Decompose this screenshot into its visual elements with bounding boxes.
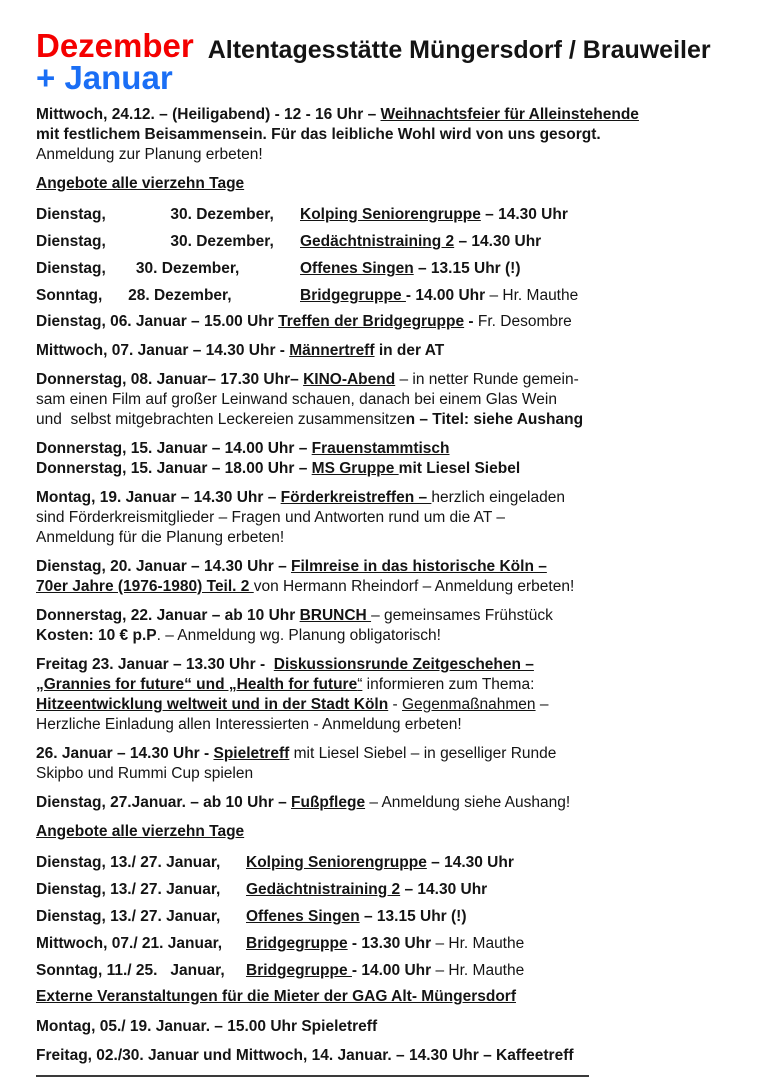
text-run: - [388, 696, 402, 713]
text-run: – 13.15 Uhr (!) [359, 908, 467, 925]
text-run: 26. Januar – 14.30 Uhr - [36, 745, 214, 762]
text-run: Kolping Seniorengruppe [246, 854, 427, 871]
schedule-row [36, 285, 735, 306]
biweekly-schedule-december [36, 204, 735, 306]
text-run: – 14.30 Uhr [454, 233, 542, 250]
event-brunch [36, 606, 735, 646]
schedule-row-date: Dienstag, 30. Dezember, [36, 260, 240, 277]
text-run: Herzliche Einladung allen Interessierten - Anmeldung erbeten! [36, 716, 462, 733]
text-run: und selbst mitgebrachten Leckereien zusammensitze [36, 411, 406, 428]
text-run: – in netter Runde gemein- [395, 371, 579, 388]
text-run: Skipbo und Rummi Cup spielen [36, 765, 254, 782]
schedule-row-activity [246, 852, 514, 873]
text-run: sind Förderkreismitglieder – Fragen und Antworten rund um die AT – [36, 509, 505, 526]
event-spieletreff [36, 744, 735, 784]
schedule-row [36, 933, 735, 954]
schedule-row [36, 879, 735, 900]
text-run: herzlich eingeladen [431, 489, 565, 506]
text-run: Frauenstammtisch [311, 440, 450, 457]
schedule-row-activity [300, 258, 521, 279]
schedule-row-date: Sonntag, 28. Dezember, [36, 287, 232, 304]
event-fusspflege [36, 793, 735, 813]
text-run: Gegenmaßnahmen [402, 696, 536, 713]
event-foerderkreistreffen [36, 488, 735, 548]
schedule-row-activity [246, 933, 524, 954]
text-run: Freitag 23. Januar – 13.30 Uhr - [36, 656, 274, 673]
text-run: – 14.30 Uhr [480, 206, 568, 223]
text-run: „Grannies for future“ und „Health for future [36, 676, 358, 693]
schedule-row [36, 204, 735, 225]
text-run: - 14.00 Uhr [351, 962, 432, 979]
text-run: Bridgegruppe [246, 935, 348, 952]
text-run: sam einen Film auf großer Leinwand schauen, danach bei einem Glas Wein [36, 391, 557, 408]
text-run: – 13.15 Uhr (!) [413, 260, 521, 277]
text-run: . – Anmeldung wg. Planung obligatorisch! [156, 627, 441, 644]
text-run: – gemeinsames Frühstück [371, 607, 553, 624]
event-spieletreff-extern [36, 1017, 735, 1037]
text-run: Gedächtnistraining 2 [246, 881, 401, 898]
text-run: BRUNCH [299, 607, 372, 624]
biweekly-heading-december: Angebote alle vierzehn Tage [36, 175, 245, 192]
text-run: Förderkreistreffen – [280, 489, 432, 506]
text-run: Weihnachtsfeier für Alleinstehende [380, 106, 639, 123]
text-run: – 14.30 Uhr [426, 854, 514, 871]
page-title: Altentagesstätte Müngersdorf / Brauweiler [207, 36, 711, 64]
text-run: in der AT [374, 342, 445, 359]
schedule-row-date: Dienstag, 30. Dezember, [36, 206, 274, 223]
text-run: – Hr. Mauthe [431, 935, 525, 952]
biweekly-schedule-january [36, 852, 735, 981]
text-run: 70er Jahre (1976-1980) Teil. 2 [36, 578, 254, 595]
text-run: Offenes Singen [300, 260, 414, 277]
text-run: Montag, 05./ 19. Januar. – 15.00 Uhr Spieletreff [36, 1018, 378, 1035]
text-run: Mittwoch, 24.12. – (Heiligabend) - 12 - 16 Uhr – [36, 106, 381, 123]
text-run: n – Titel: siehe Aushang [405, 411, 584, 428]
external-events-heading: Externe Veranstaltungen für die Mieter der GAG Alt- Müngersdorf [36, 988, 517, 1005]
text-run: Anmeldung für die Planung erbeten! [36, 529, 285, 546]
schedule-row [36, 960, 735, 981]
text-run: Diskussionsrunde Zeitgeschehen – [273, 656, 534, 673]
event-kaffeetreff [36, 1046, 735, 1066]
schedule-row-date: Dienstag, 30. Dezember, [36, 233, 274, 250]
text-run: MS Gruppe [311, 460, 399, 477]
text-run: – 14.30 Uhr [400, 881, 488, 898]
text-run: Kolping Seniorengruppe [300, 206, 481, 223]
text-run: Donnerstag, 08. Januar– 17.30 Uhr– [36, 371, 304, 388]
text-run: mit Liesel Siebel – in geselliger Runde [289, 745, 557, 762]
text-run: Dienstag, 06. Januar – 15.00 Uhr [36, 313, 279, 330]
schedule-row [36, 231, 735, 252]
schedule-row-activity [246, 960, 524, 981]
text-run: Fußpflege [291, 794, 366, 811]
text-run: Hitzeentwicklung weltweit und in der Stadt Köln [36, 696, 389, 713]
text-run: Treffen der Bridgegruppe [278, 313, 465, 330]
event-filmreise [36, 557, 735, 597]
text-run: - [464, 313, 478, 330]
text-run: – Anmeldung siehe Aushang! [365, 794, 571, 811]
text-run: Mittwoch, 07. Januar – 14.30 Uhr - [36, 342, 290, 359]
text-run: Spieletreff [213, 745, 290, 762]
schedule-row-date: Mittwoch, 07./ 21. Januar, [36, 935, 223, 952]
event-bridgegruppe-treffen [36, 312, 735, 332]
text-run: - 13.30 Uhr [347, 935, 432, 952]
event-maennertreff [36, 341, 735, 361]
text-run: Donnerstag, 22. Januar – ab 10 Uhr [36, 607, 300, 624]
text-run: Donnerstag, 15. Januar – 14.00 Uhr – [36, 440, 312, 457]
schedule-row-activity [246, 906, 467, 927]
text-run: Anmeldung zur Planung erbeten! [36, 146, 263, 163]
text-run: Donnerstag, 15. Januar – 18.00 Uhr – [36, 460, 312, 477]
text-run: Freitag, 02./30. Januar und Mittwoch, 14. Januar. – 14.30 Uhr – Kaffeetreff [36, 1047, 574, 1064]
text-run: mit Liesel Siebel [398, 460, 521, 477]
biweekly-heading-january: Angebote alle vierzehn Tage [36, 823, 245, 840]
schedule-row [36, 258, 735, 279]
schedule-row-date: Dienstag, 13./ 27. Januar, [36, 908, 221, 925]
event-kino-abend [36, 370, 735, 430]
event-diskussionsrunde [36, 655, 735, 735]
text-run: - 14.00 Uhr [405, 287, 486, 304]
text-run: “ [357, 676, 363, 693]
text-run: Dienstag, 27.Januar. – ab 10 Uhr – [36, 794, 292, 811]
schedule-row [36, 906, 735, 927]
text-run: – Hr. Mauthe [431, 962, 525, 979]
bottom-divider [36, 1075, 589, 1077]
text-run: – Hr. Mauthe [485, 287, 579, 304]
text-run: von Hermann Rheindorf – Anmeldung erbeten! [253, 578, 575, 595]
text-run: mit festlichem Beisammensein. Für das leibliche Wohl wird von uns gesorgt. [36, 126, 601, 143]
text-run: Filmreise in das historische Köln – [291, 558, 547, 575]
text-run: informieren zum Thema: [362, 676, 535, 693]
schedule-row [36, 852, 735, 873]
month-january-label: + Januar [36, 59, 173, 96]
text-run: Fr. Desombre [477, 313, 572, 330]
schedule-row-activity [246, 879, 487, 900]
schedule-row-date: Sonntag, 11./ 25. Januar, [36, 962, 225, 979]
schedule-row-activity [300, 285, 578, 306]
text-run: KINO-Abend [303, 371, 396, 388]
text-run: Bridgegruppe [246, 962, 352, 979]
text-run: – [535, 696, 549, 713]
month-december-label: Dezember [36, 27, 194, 64]
text-run: Kosten: 10 € p.P [36, 627, 157, 644]
text-run: Gedächtnistraining 2 [300, 233, 455, 250]
schedule-content [36, 105, 735, 1066]
document-header [36, 27, 735, 96]
text-run: Bridgegruppe [300, 287, 406, 304]
text-run: Offenes Singen [246, 908, 360, 925]
christmas-event [36, 105, 735, 165]
schedule-row-activity [300, 231, 541, 252]
text-run: Männertreff [289, 342, 375, 359]
text-run: Dienstag, 20. Januar – 14.30 Uhr – [36, 558, 292, 575]
month-title [36, 27, 194, 96]
schedule-row-date: Dienstag, 13./ 27. Januar, [36, 881, 221, 898]
text-run: Montag, 19. Januar – 14.30 Uhr – [36, 489, 281, 506]
schedule-row-date: Dienstag, 13./ 27. Januar, [36, 854, 221, 871]
event-frauenstammtisch-ms-gruppe [36, 439, 735, 479]
schedule-row-activity [300, 204, 568, 225]
